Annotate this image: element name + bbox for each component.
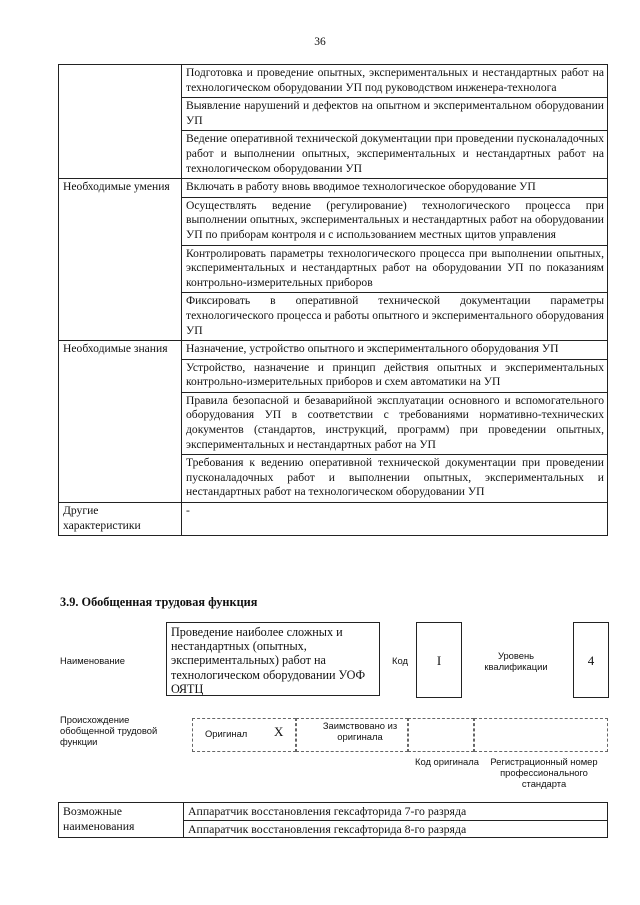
table-row xyxy=(59,65,608,98)
original-label: Оригинал xyxy=(205,728,248,739)
row-text: Контролировать параметры технологического процесса при выполнении опытных, экспериментальных и нестандартных работ на оборудовании УП по показаниям контрольно-измерительных приборов xyxy=(182,245,608,293)
positions-row-1 xyxy=(59,803,608,821)
row-label xyxy=(59,65,182,179)
row-text: Осуществлять ведение (регулирование) технологического процесса при выполнении опытных, экспериментальных и нестандартных работ на оборудовании УП по приборам контроля и с использованием местных щитов управления xyxy=(182,197,608,245)
original-mark: X xyxy=(274,724,284,739)
level-value: 4 xyxy=(573,622,609,698)
code-label: Код xyxy=(392,655,408,666)
page-number: 36 xyxy=(314,36,326,48)
borrowed-label: Заимствовано из оригинала xyxy=(322,720,398,742)
positions-label: Возможные наименования xyxy=(59,803,184,838)
position-item: Аппаратчик восстановления гексафторида 8-го разряда xyxy=(184,820,608,838)
row-text: Подготовка и проведение опытных, экспериментальных и нестандартных работ на технологическом оборудовании УП под руководством инженера-технолога xyxy=(182,65,608,98)
code-original-cell xyxy=(408,718,474,752)
reg-number-cell xyxy=(474,718,608,752)
function-name-value: Проведение наиболее сложных и нестандартных (опытных, экспериментальных) работ на технологическом оборудовании УОФ ОЯТЦ xyxy=(166,622,380,696)
row-text: Фиксировать в оперативной технической документации параметры технологического процесса и работы опытного и экспериментального оборудования УП xyxy=(182,293,608,341)
row-label: Необходимые знания xyxy=(59,341,182,503)
skills-knowledge-table xyxy=(58,64,608,536)
section-title: 3.9. Обобщенная трудовая функция xyxy=(60,595,258,609)
position-item: Аппаратчик восстановления гексафторида 7-го разряда xyxy=(184,803,608,821)
origin-label: Происхождение обобщенной трудовой функции xyxy=(60,714,158,747)
row-text: Назначение, устройство опытного и экспериментального оборудования УП xyxy=(182,341,608,360)
table-row xyxy=(59,179,608,198)
name-label: Наименование xyxy=(60,655,125,666)
row-text: Устройство, назначение и принцип действия опытных и экспериментальных контрольно-измерительных приборов и схем автоматики на УП xyxy=(182,359,608,392)
row-text: Требования к ведению оперативной технической документации при проведении пусконаладочных работ и выполнении опытных, экспериментальных и нестандартных работ на технологическом оборудовании УП xyxy=(182,455,608,503)
row-text: - xyxy=(182,503,608,536)
row-text: Выявление нарушений и дефектов на опытном и экспериментальном оборудовании УП xyxy=(182,98,608,131)
row-label: Необходимые умения xyxy=(59,179,182,341)
row-text: Ведение оперативной технической документации при проведении пусконаладочных работ и выполнении опытных, экспериментальных и нестандартных работ на технологическом оборудовании УП xyxy=(182,131,608,179)
row-label: Другие характеристики xyxy=(59,503,182,536)
table-row xyxy=(59,341,608,360)
reg-number-label: Регистрационный номер профессионального стандарта xyxy=(490,756,598,789)
table-row xyxy=(59,503,608,536)
code-value: I xyxy=(416,622,462,698)
row-text: Включать в работу вновь вводимое технологическое оборудование УП xyxy=(182,179,608,198)
code-original-label: Код оригинала xyxy=(415,756,479,767)
row-text: Правила безопасной и безаварийной эксплуатации основного и вспомогательного оборудования УП в соответствии с требованиями нормативно-технических документов (стандартов, инструкций, программ) при проведении опытных, экспериментальных и нестандартных работ на УП xyxy=(182,392,608,454)
level-label: Уровень квалификации xyxy=(484,650,548,672)
possible-positions-table xyxy=(58,802,608,838)
